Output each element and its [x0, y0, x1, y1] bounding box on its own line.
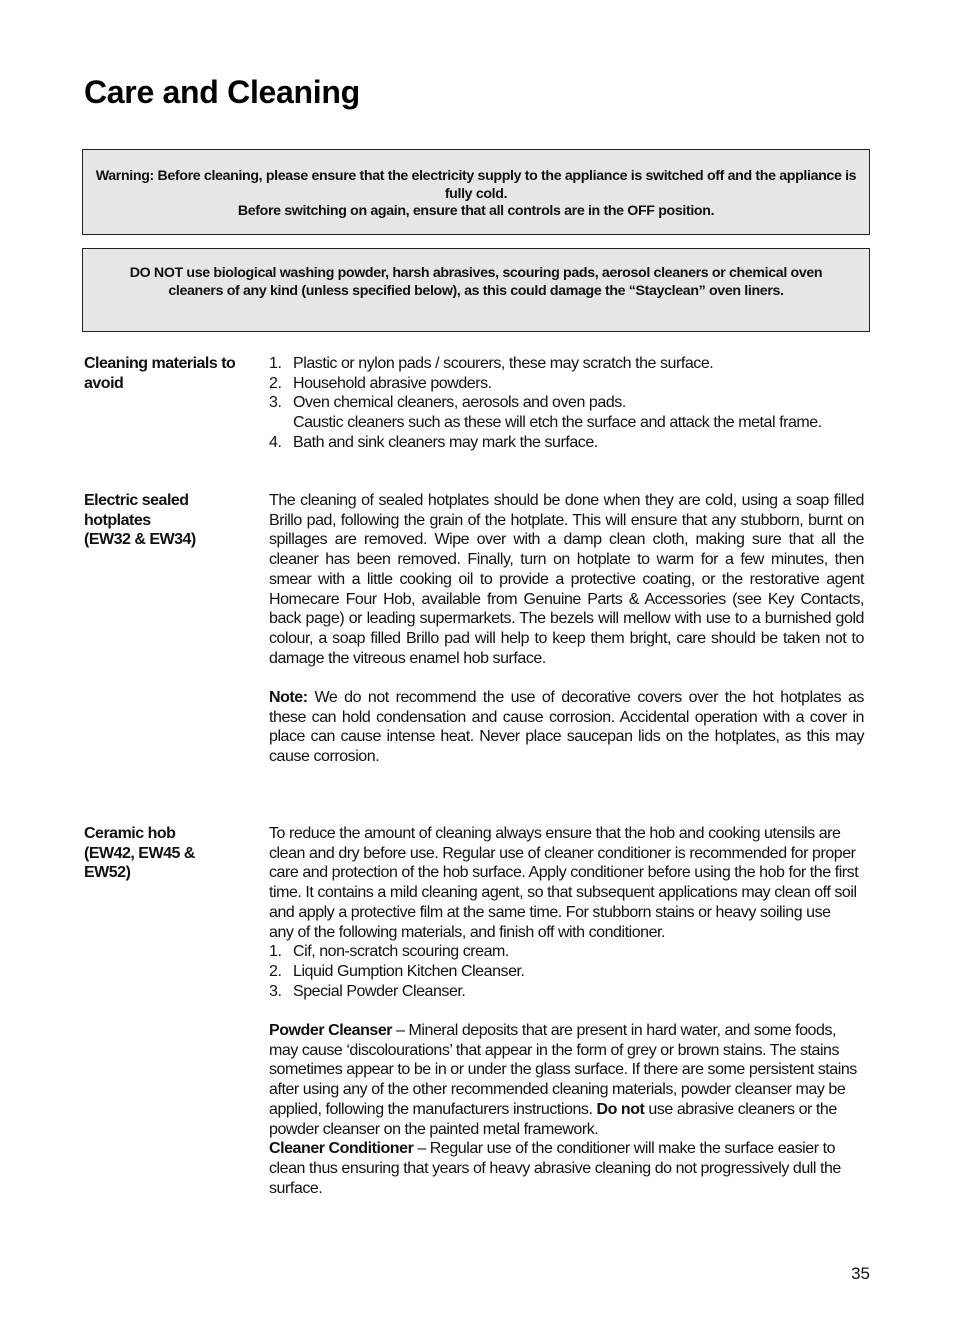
label-line: EW52): [84, 864, 131, 882]
do-not-use-notice-box: [82, 248, 870, 332]
list-number: 1.: [269, 355, 282, 372]
powder-cleanser-text: – Mineral deposits that are present in hard water, and some foods, may cause ‘discolourations’ that appear in the form of grey or brown stains. The stains sometimes appear to be in or under the glass surface. If there are some persistent stains after using any of the other recommended cleaning materials, powder cleanser may be applied, following the manufacturers instructions.: [269, 1022, 857, 1118]
list-number: 3.: [269, 982, 282, 1000]
label-line: Electric sealed: [84, 492, 189, 509]
list-item-text: Bath and sink cleaners may mark the surface.: [293, 433, 598, 451]
list-number: 4.: [269, 433, 282, 451]
page-number: 35: [851, 1264, 870, 1283]
cleaner-conditioner-text: – Regular use of the conditioner will make the surface easier to clean thus ensuring that years of heavy abrasive cleaning do not progressively dull the surface.: [269, 1140, 841, 1197]
list-item-text: Household abrasive powders.: [293, 374, 492, 392]
do-not-use-text: DO NOT use biological washing powder, harsh abrasives, scouring pads, aerosol cleaners or chemical oven cleaners of any kind (unless specified below), as this could damage the “Stayclean” oven liners.: [129, 265, 823, 299]
warning-text: Warning: Before cleaning, please ensure that the electricity supply to the appliance is switched off and the appliance is fully cold.: [95, 168, 857, 202]
section-label: [84, 491, 254, 550]
section-body: [269, 354, 864, 453]
section-body: [269, 491, 864, 767]
powder-cleanser-label: Powder Cleanser: [269, 1022, 393, 1040]
list-item: [269, 433, 864, 453]
cleaner-conditioner-label: Cleaner Conditioner: [269, 1140, 414, 1158]
note-text: We do not recommend the use of decorative covers over the hot hotplates as these can hold condensation and cause corrosion. Accidental operation with a cover in place can cause intense heat. Never place saucepan lids on the hotplates, as this may cause corrosion.: [269, 689, 864, 766]
section-label: Cleaning materials to avoid: [84, 355, 236, 392]
list-item: [269, 393, 864, 432]
cleaner-conditioner-paragraph: [269, 1139, 859, 1198]
list-item-text: Special Powder Cleanser.: [293, 982, 466, 1000]
label-line: (EW42, EW45 &: [84, 844, 195, 862]
list-item: [269, 962, 859, 982]
label-line: hotplates: [84, 511, 151, 529]
list-number: 2.: [269, 962, 282, 980]
list-item-text: Oven chemical cleaners, aerosols and oven pads.: [293, 394, 626, 412]
page-title: Care and Cleaning: [84, 74, 360, 110]
powder-cleanser-paragraph: [269, 1021, 859, 1139]
materials-to-avoid-list: [269, 354, 864, 453]
list-number: 3.: [269, 394, 282, 412]
list-item-text: Cif, non-scratch scouring cream.: [293, 943, 509, 961]
hotplates-note: [269, 688, 864, 767]
label-line: (EW32 & EW34): [84, 531, 196, 549]
ceramic-hob-paragraph: To reduce the amount of cleaning always ensure that the hob and cooking utensils are clean and dry before use. Regular use of cleaner conditioner is recommended for proper care and protection of the hob surface. Apply conditioner before using the hob for the first time. It contains a mild cleaning agent, so that subsequent applications may clean off soil and apply a protective film at the same time. For stubborn stains or heavy soiling use any of the following materials, and finish off with conditioner.: [269, 825, 859, 941]
section-body: [269, 824, 859, 1198]
warning-controls-text: Before switching on again, ensure that all controls are in the OFF position.: [237, 203, 715, 219]
list-item-text: Plastic or nylon pads / scourers, these may scratch the surface.: [293, 355, 714, 372]
note-label: Note:: [269, 689, 308, 707]
label-line: Ceramic hob: [84, 825, 176, 842]
list-number: 1.: [269, 943, 282, 961]
section-label: [84, 824, 254, 883]
hotplates-paragraph: The cleaning of sealed hotplates should be done when they are cold, using a soap filled Brillo pad, following the grain of the hotplate. This will ensure that any stubborn, burnt on spillages are removed. Wipe over with a damp clean cloth, making sure that all the cleaner has been removed. Finally, turn on hotplate to warm for a few minutes, then smear with a little cooking oil to provide a protective coating, or the restorative agent Homecare Four Hob, available from Genuine Parts & Accessories (see Key Contacts, back page) or leading supermarkets. The bezels will mellow with use to a burnished gold colour, a soap filled Brillo pad will help to keep them bright, care should be taken not to damage the vitreous enamel hob surface.: [269, 492, 864, 667]
do-not-emphasis: Do not: [596, 1100, 645, 1118]
ceramic-materials-list: [269, 942, 859, 1001]
list-number: 2.: [269, 374, 282, 392]
list-item: [269, 354, 864, 374]
list-item: [269, 374, 864, 394]
list-item-text: Liquid Gumption Kitchen Cleanser.: [293, 962, 525, 980]
powder-cleanser-text: use abrasive cleaners or the powder cleanser on the painted metal framework.: [269, 1100, 837, 1138]
list-item: [269, 982, 859, 1002]
list-item-subtext: Caustic cleaners such as these will etch the surface and attack the metal frame.: [293, 414, 822, 432]
warning-notice-box: [82, 149, 870, 235]
list-item: [269, 942, 859, 962]
